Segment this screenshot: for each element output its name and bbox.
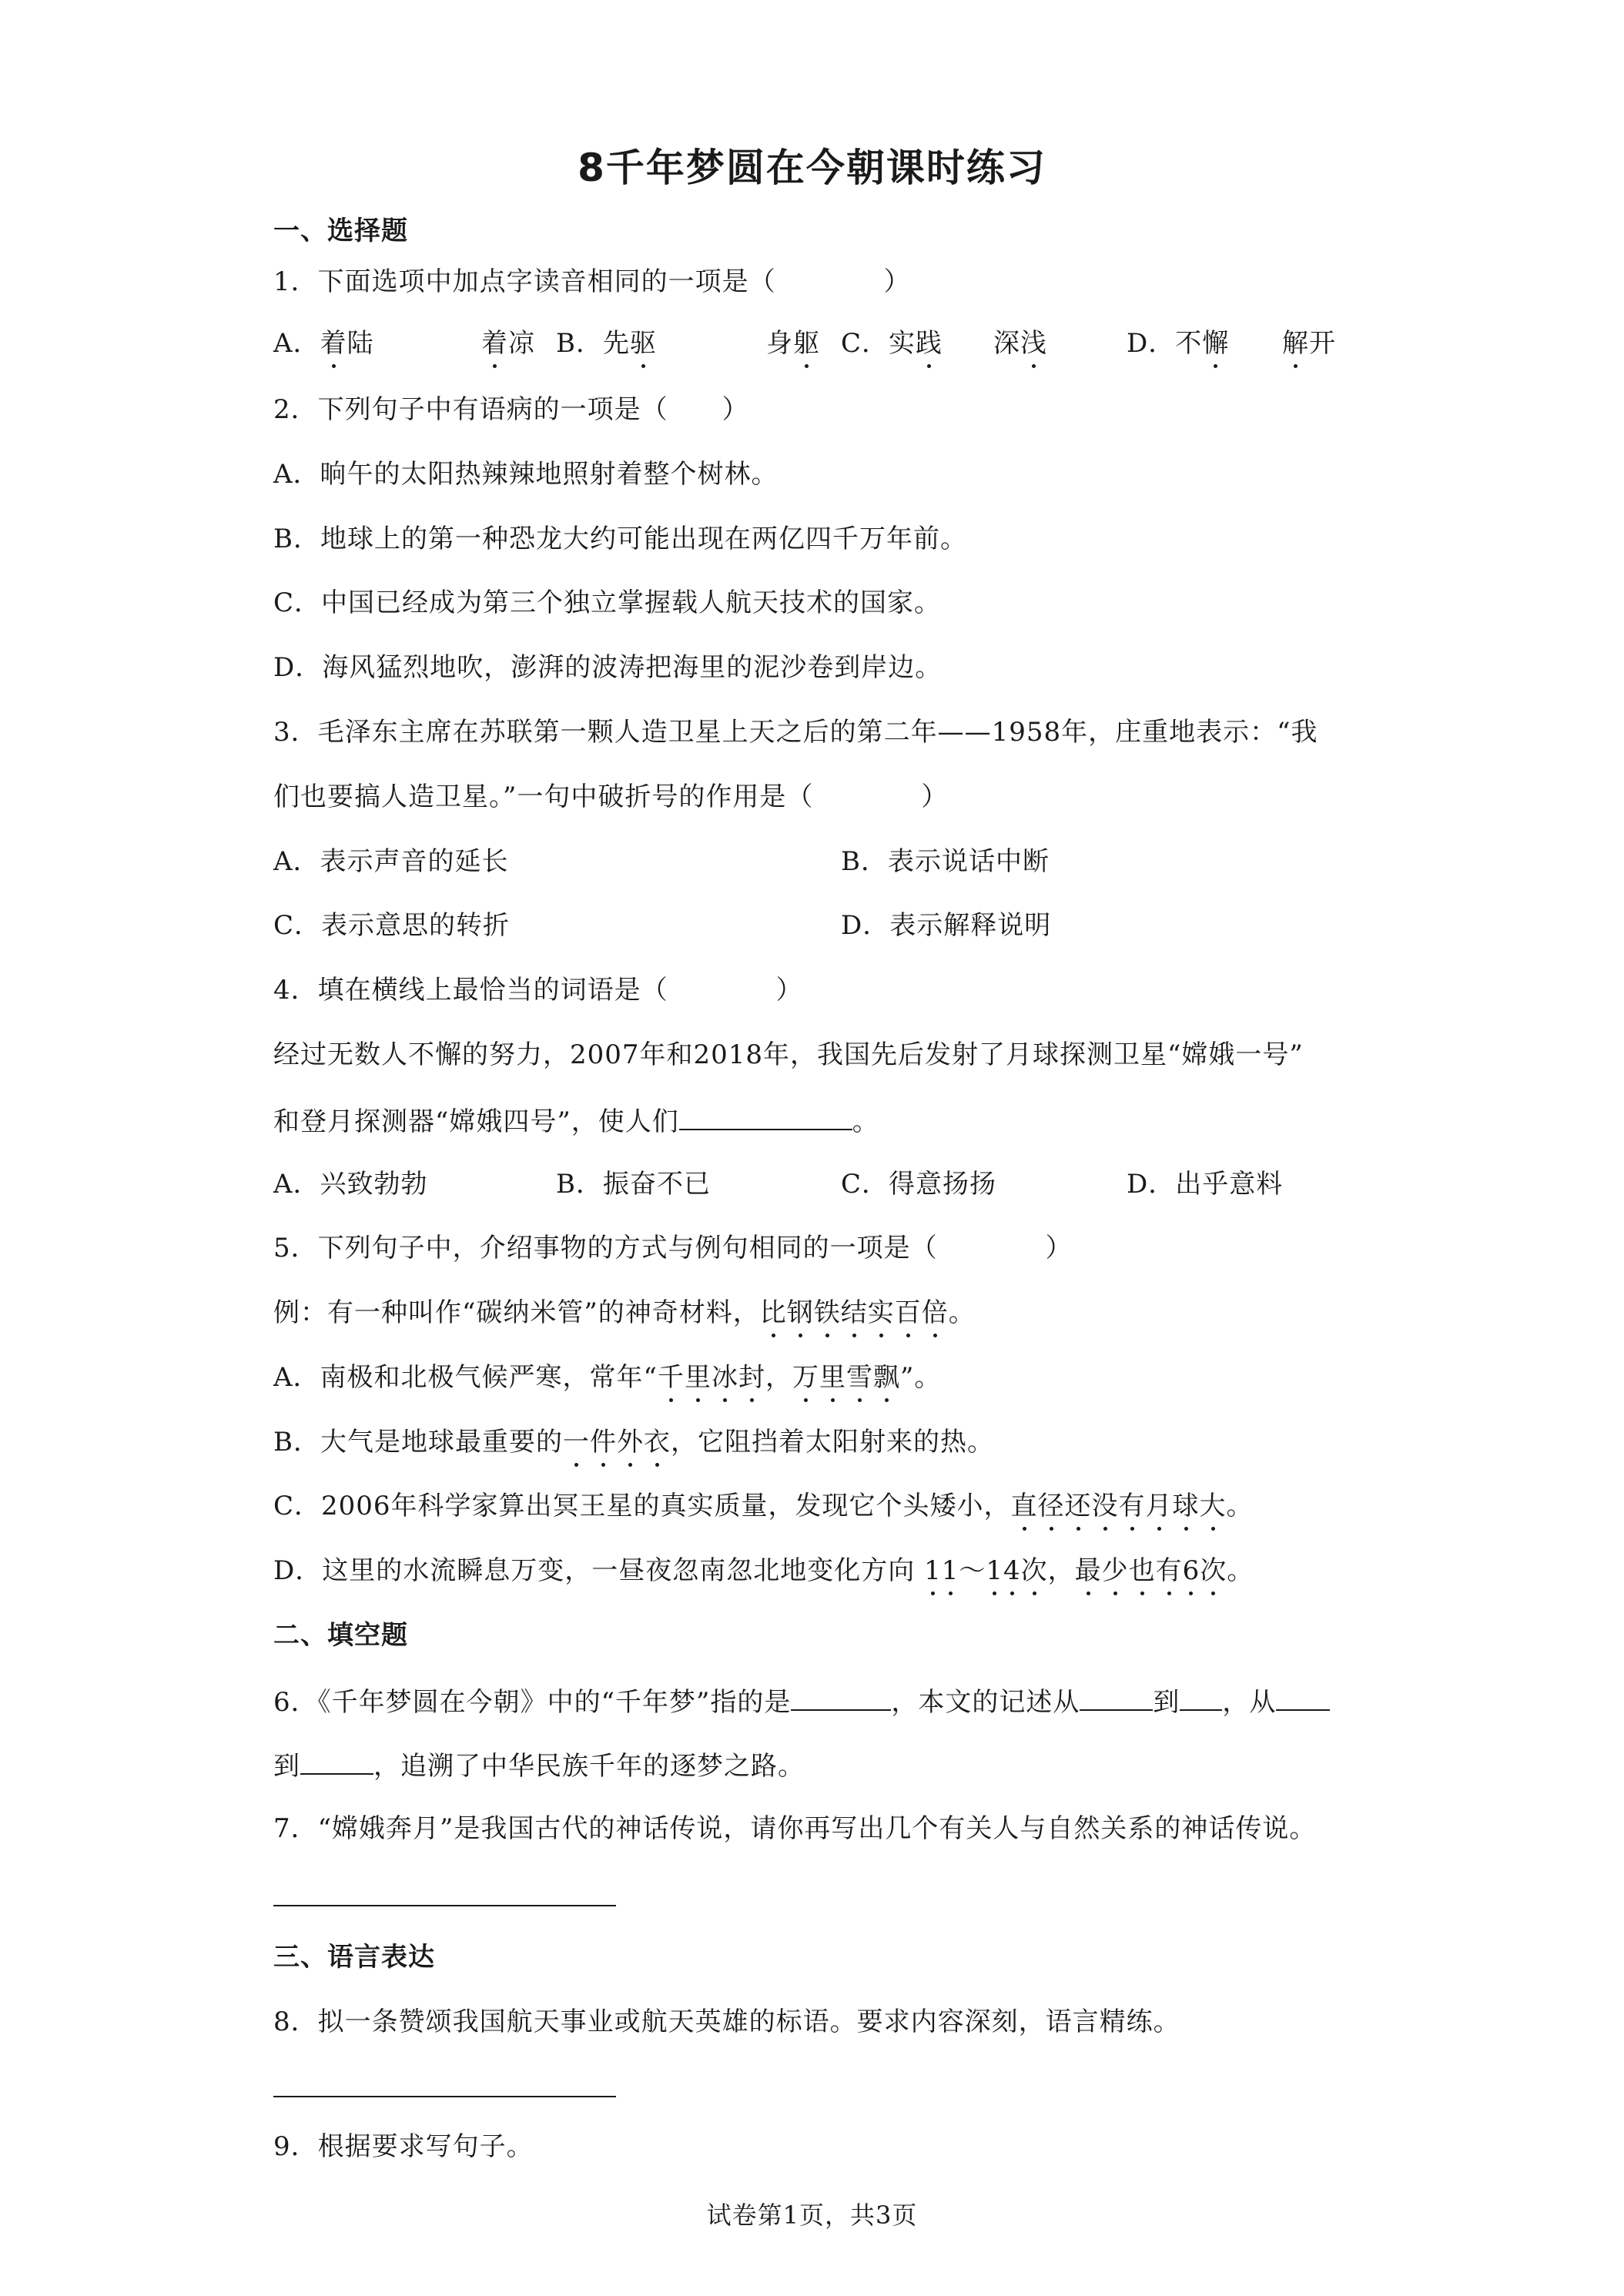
dotted-char: 少: [1101, 1555, 1129, 1586]
q2-option-c: C．中国已经成为第三个独立掌握载人航天技术的国家。: [273, 587, 942, 618]
dotted-char: 封: [738, 1362, 765, 1393]
dotted-char: 有: [1155, 1555, 1183, 1586]
q4-blank[interactable]: [679, 1103, 852, 1130]
question-4-passage-line2: [273, 1103, 879, 1139]
q8-answer-line[interactable]: [273, 2096, 616, 2097]
q6-text-2: ，本文的记述从: [891, 1687, 1080, 1718]
dotted-char: 外: [617, 1427, 644, 1458]
question-2-stem: 2．下列句子中有语病的一项是（ ）: [273, 394, 749, 425]
q5-b-dotted: [563, 1427, 671, 1458]
question-8-stem: 8．拟一条赞颂我国航天事业或航天英雄的标语。要求内容深刻，语言精练。: [273, 2006, 1180, 2037]
dotted-char: 浅: [1020, 328, 1047, 359]
q5-b-text: B．大气是地球最重要的: [273, 1427, 563, 1458]
q3-option-d: D．表示解释说明: [841, 910, 1052, 941]
q5-option-a: [273, 1361, 941, 1394]
dotted-char: 铁: [813, 1297, 841, 1328]
section-heading-expression: 三、语言表达: [273, 1942, 435, 1973]
dotted-char: 没: [1091, 1491, 1119, 1521]
question-6-line2: [273, 1747, 805, 1783]
dotted-char: 千: [657, 1362, 685, 1393]
dotted-char: 百: [894, 1297, 922, 1328]
dotted-char: 飘: [872, 1362, 900, 1393]
q5-d-end: 。: [1227, 1555, 1254, 1586]
dotted-char: 月: [1145, 1491, 1173, 1521]
dotted-char: 懈: [1202, 328, 1230, 359]
q6-blank-1[interactable]: [791, 1683, 891, 1711]
dotted-char: 大: [1199, 1491, 1227, 1521]
dotted-char: 1: [924, 1555, 942, 1586]
plain-char: ～: [959, 1555, 986, 1586]
q6-text-3: 到: [1153, 1687, 1180, 1718]
q4-option-b: B．振奋不已: [556, 1169, 711, 1200]
question-4-passage-line1: 经过无数人不懈的努力，2007年和2018年，我国先后发射了月球探测卫星“嫦娥一号”: [273, 1039, 1304, 1070]
section-heading-choice: 一、选择题: [273, 216, 408, 246]
q5-c-end: 。: [1226, 1491, 1254, 1521]
q5-a-text: A．南极和北极气候严寒，常年“: [273, 1362, 658, 1393]
dotted-char: 有: [1118, 1491, 1146, 1521]
q2-option-a: A．晌午的太阳热辣辣地照射着整个树林。: [273, 459, 779, 490]
question-4-stem: 4．填在横线上最恰当的词语是（ ）: [273, 975, 803, 1006]
q1-option-d-word2: 解开: [1282, 328, 1336, 359]
dotted-char: 钢: [786, 1297, 814, 1328]
dotted-char: 实: [867, 1297, 895, 1328]
q5-a-dotted: [658, 1362, 900, 1393]
q6-blank-3[interactable]: [1180, 1683, 1222, 1711]
dotted-char: 4: [1003, 1555, 1021, 1586]
dotted-char: 着: [320, 328, 347, 359]
q2-option-d: D．海风猛烈地吹，澎湃的波涛把海里的泥沙卷到岸边。: [273, 652, 943, 683]
dotted-char: 比: [759, 1297, 787, 1328]
q5-a-end: ”。: [899, 1362, 942, 1393]
q6-blank-4[interactable]: [1276, 1683, 1330, 1711]
question-9-stem: 9．根据要求写句子。: [273, 2131, 534, 2162]
dotted-char: 还: [1064, 1491, 1092, 1521]
dotted-char: 最: [1074, 1555, 1102, 1586]
dotted-char: 也: [1128, 1555, 1156, 1586]
q4-option-d: D．出乎意料: [1127, 1169, 1284, 1200]
dotted-char: 倍: [921, 1297, 949, 1328]
q5-example: [273, 1296, 976, 1330]
dotted-char: 一: [563, 1427, 590, 1458]
q5-option-c: [273, 1489, 1254, 1523]
q5-c-text: C．2006年科学家算出冥王星的真实质量，发现它个头矮小，: [273, 1491, 1011, 1521]
page-footer: 试卷第1页，共3页: [706, 2201, 918, 2230]
q1-option-b-word2: 身躯: [766, 328, 820, 359]
dotted-char: 解: [1282, 328, 1309, 359]
dotted-char: 径: [1037, 1491, 1065, 1521]
dotted-char: 次: [1020, 1555, 1048, 1586]
dotted-char: 万: [792, 1362, 819, 1393]
q1-option-a-word2: 着凉: [481, 328, 535, 359]
dotted-char: 雪: [845, 1362, 873, 1393]
dotted-char: 躯: [793, 328, 820, 359]
q4-option-c: C．得意扬扬: [841, 1169, 997, 1200]
question-6-line1: [273, 1683, 1330, 1719]
dotted-char: 1: [986, 1555, 1003, 1586]
q3-option-a: A．表示声音的延长: [273, 846, 509, 877]
q5-option-d: [273, 1554, 1254, 1588]
plain-char: ，: [765, 1362, 792, 1393]
dotted-char: 里: [684, 1362, 712, 1393]
q7-answer-line[interactable]: [273, 1905, 616, 1906]
plain-char: ，: [1047, 1555, 1075, 1586]
q6-text-6: ，追溯了中华民族千年的逐梦之路。: [373, 1751, 805, 1782]
q1-option-d-word1: D．不懈: [1127, 328, 1230, 359]
dotted-char: 着: [481, 328, 508, 359]
dotted-char: 次: [1200, 1555, 1227, 1586]
q6-blank-5[interactable]: [300, 1747, 373, 1775]
q6-text-4: ，从: [1222, 1687, 1277, 1718]
dotted-char: 1: [941, 1555, 959, 1586]
q6-text-1: 6．《千年梦圆在今朝》中的“千年梦”指的是: [273, 1687, 792, 1718]
dotted-char: 6: [1182, 1555, 1200, 1586]
question-3-stem-line2: 们也要搞人造卫星。”一句中破折号的作用是（ ）: [273, 782, 949, 812]
dotted-char: 结: [840, 1297, 868, 1328]
question-1-stem: 1．下面选项中加点字读音相同的一项是（ ）: [273, 266, 911, 297]
dotted-char: 里: [819, 1362, 846, 1393]
q6-text-5: 到: [273, 1751, 300, 1782]
q5-example-dotted: [760, 1297, 949, 1328]
q3-option-b: B．表示说话中断: [841, 846, 1050, 877]
dotted-char: 驱: [630, 328, 657, 359]
q5-b-end: ，它阻挡着太阳射来的热。: [671, 1427, 994, 1458]
question-3-stem-line1: 3．毛泽东主席在苏联第一颗人造卫星上天之后的第二年——1958年，庄重地表示：“我: [273, 717, 1318, 748]
q1-option-c-word2: 深浅: [993, 328, 1047, 359]
dotted-char: 球: [1172, 1491, 1200, 1521]
q1-option-a-word1: A．着陆: [273, 328, 374, 359]
dotted-char: 践: [916, 328, 943, 359]
dotted-char: 衣: [644, 1427, 671, 1458]
dotted-char: 件: [590, 1427, 617, 1458]
q4-passage-end: 。: [852, 1106, 879, 1137]
q5-c-dotted: [1011, 1491, 1227, 1521]
dotted-char: 冰: [711, 1362, 738, 1393]
q5-example-end: 。: [948, 1297, 976, 1328]
q2-option-b: B．地球上的第一种恐龙大约可能出现在两亿四千万年前。: [273, 524, 967, 554]
q6-blank-2[interactable]: [1080, 1683, 1153, 1711]
section-heading-fill: 二、填空题: [273, 1620, 408, 1651]
q4-option-a: A．兴致勃勃: [273, 1169, 428, 1200]
q1-option-b-word1: B．先驱: [556, 328, 657, 359]
q3-option-c: C．表示意思的转折: [273, 910, 511, 941]
q5-option-b: [273, 1425, 994, 1459]
q4-passage-text: 和登月探测器“嫦娥四号”，使人们: [273, 1106, 679, 1137]
dotted-char: 直: [1010, 1491, 1038, 1521]
question-7-stem: 7．“嫦娥奔月”是我国古代的神话传说，请你再写出几个有关人与自然关系的神话传说。: [273, 1813, 1317, 1844]
page-title: 8千年梦圆在今朝课时练习: [578, 146, 1046, 190]
question-5-stem: 5．下列句子中，介绍事物的方式与例句相同的一项是（ ）: [273, 1233, 1073, 1263]
q5-d-dotted: [924, 1555, 1227, 1586]
q5-example-text: 例：有一种叫作“碳纳米管”的神奇材料，: [273, 1297, 760, 1328]
q1-option-c-word1: C．实践: [841, 328, 943, 359]
q5-d-text: D．这里的水流瞬息万变，一昼夜忽南忽北地变化方向: [273, 1555, 925, 1586]
